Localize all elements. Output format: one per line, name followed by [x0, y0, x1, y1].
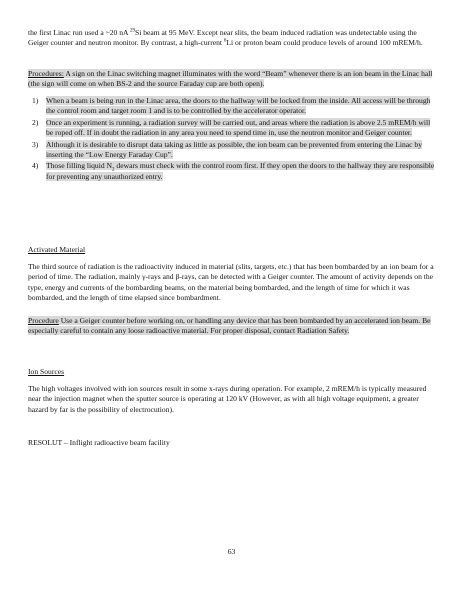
list-number: 2) [32, 117, 39, 127]
intro-text-c: Li or proton beam could produce levels of around 100 mREM/h. [226, 38, 423, 48]
list-item-text-a: Those filling liquid N [46, 161, 113, 171]
page-number: 63 [227, 547, 236, 556]
procedures-paragraph [28, 69, 435, 90]
superscript-29: 29 [129, 28, 135, 34]
subscript-2: 2 [112, 167, 115, 173]
list-item [28, 118, 435, 139]
ion-sources-heading: Ion Sources [28, 367, 65, 376]
list-item [28, 96, 435, 117]
list-item [28, 140, 435, 161]
intro-paragraph [28, 28, 435, 49]
intro-text-a: the first Linac run used a ~20 nA [28, 28, 130, 37]
procedure-text: Use a Geiger counter before working on, or handling any device that has been bombarded by an accelerated ion beam. Be especially careful to contain any loose radioactive material. For proper disposal, contact Radiation Safety. [28, 316, 431, 336]
procedure-label: Procedure [28, 316, 59, 325]
list-item [28, 161, 435, 182]
resolut-line: RESOLUT – Inflight radioactive beam facility [28, 438, 170, 447]
procedures-text: A sign on the Linac switching magnet illuminates with the word “Beam” whenever there is an ion beam in the Linac hall (the sign will come on when BS-2 and the source Faraday cup are both open). [28, 69, 433, 89]
procedures-label: Procedures: [28, 69, 64, 78]
list-item-text: When a beam is being run in the Linac area, the doors to the hallway will be locked from the inside. All access will be through the control room and target room 1 and is to be controlled by the accelerator operator. [46, 96, 431, 116]
activated-procedure-paragraph [28, 316, 435, 337]
list-item-text: Once an experiment is running, a radiation survey will be carried out, and areas where the radiation is above 2.5 mREM/h will be roped off. If in doubt the radiation in any area you need to spend time in, use the neutron monitor and Geiger counter. [46, 117, 431, 138]
list-item-text-b: dewars must check with the control room first. If they open the doors to the hallway they are responsible for preventing any unauthorized entry. [46, 161, 435, 181]
list-number: 3) [32, 139, 39, 149]
intro-text-b: Si beam at 95 MeV. Except near slits, the beam induced radiation was undetectable using the Geiger counter and neutron monitor. By contrast, a high-current [28, 28, 417, 48]
list-item-text: Although it is desirable to disrupt data taking as little as possible, the ion beam can be prevented from entering the Linac by inserting the “Low Energy Faraday Cup”. [46, 139, 423, 160]
procedures-list [28, 96, 435, 183]
ion-sources-paragraph: The high voltages involved with ion sources result in some x-rays during operation. For example, 2 mREM/h is typically measured near the injection magnet when the sputter source is operating at 120 kV (However, as with all high voltage equipment, a greater hazard by far is the possibility of electrocution). [28, 384, 427, 414]
list-number: 1) [32, 96, 39, 105]
activated-material-paragraph: The third source of radiation is the radioactivity induced in material (slits, targets, etc.) that has been bombarded by an ion beam for a period of time. The radiation, mainly γ-rays and β-rays, can be detected with a Geiger counter. The amount of activity depends on the type, energy and currents of the bombarding beams, on the material being bombarded, and the length of time for which it was bombarded, and the length of time elapsed since bombardment. [28, 262, 434, 303]
list-number: 4) [32, 161, 39, 171]
activated-material-heading: Activated Material [28, 245, 86, 254]
superscript-6: 6 [223, 38, 227, 44]
